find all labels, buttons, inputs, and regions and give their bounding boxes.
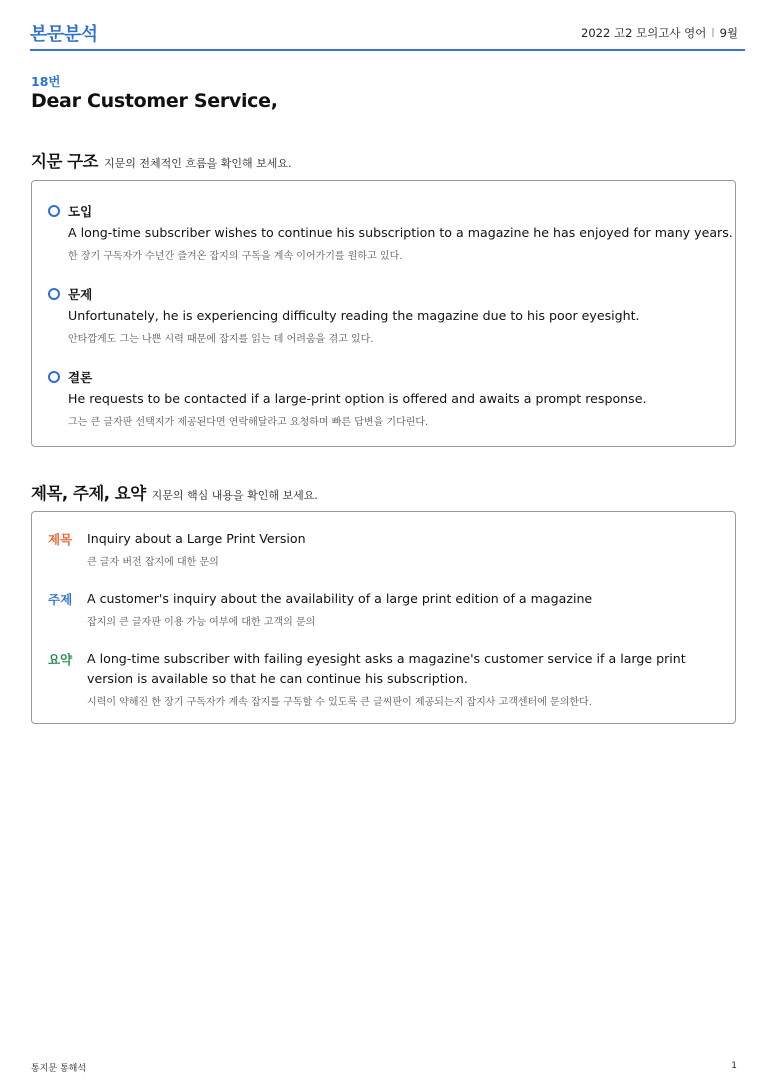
structure-item-korean: 그는 큰 글자판 선택지가 제공된다면 연락해달라고 요청하며 빠른 답변을 기다린다. bbox=[68, 417, 429, 428]
structure-item-korean: 안타깝게도 그는 나쁜 시력 때문에 잡지를 읽는 데 어려움을 겪고 있다. bbox=[68, 334, 374, 345]
structure-item-english: A long-time subscriber wishes to continue his subscription to a magazine he has enjoyed for many years. bbox=[68, 225, 733, 240]
footer-label: 통지문 통해석 bbox=[31, 1064, 87, 1074]
page-header bbox=[30, 18, 745, 51]
structure-item-label-row bbox=[48, 285, 723, 305]
structure-item-label: 도입 bbox=[68, 204, 93, 219]
structure-item-english: Unfortunately, he is experiencing difficulty reading the magazine due to his poor eyesight. bbox=[68, 308, 640, 323]
summary-english: A long-time subscriber with failing eyesight asks a magazine's customer service if a large print version is available so that he can continue his subscription. bbox=[87, 651, 686, 686]
theme-tag: 주제 bbox=[48, 592, 73, 607]
topic-heading: 제목, 주제, 요약 bbox=[31, 484, 146, 503]
topic-description: 지문의 핵심 내용을 확인해 보세요. bbox=[151, 489, 318, 502]
structure-item bbox=[48, 285, 723, 345]
theme-english: A customer's inquiry about the availability of a large print edition of a magazine bbox=[87, 591, 593, 606]
circle-bullet-icon bbox=[48, 371, 60, 383]
summary-tag: 요약 bbox=[48, 652, 73, 667]
question-number: 18번 bbox=[31, 74, 61, 89]
structure-item-label-row bbox=[48, 202, 723, 222]
structure-item bbox=[48, 202, 733, 262]
page-number: 1 bbox=[731, 1061, 737, 1071]
header-title: 본문분석 bbox=[30, 24, 98, 45]
circle-bullet-icon bbox=[48, 288, 60, 300]
structure-heading-row bbox=[31, 148, 292, 172]
title-item bbox=[48, 529, 711, 568]
passage-title: Dear Customer Service, bbox=[31, 90, 278, 112]
theme-body bbox=[87, 589, 711, 628]
structure-item-label: 결론 bbox=[68, 370, 93, 385]
title-korean: 큰 글자 버전 잡지에 대한 문의 bbox=[87, 557, 219, 568]
structure-description: 지문의 전체적인 흐름을 확인해 보세요. bbox=[104, 157, 292, 170]
structure-item-label: 문제 bbox=[68, 287, 93, 302]
structure-heading: 지문 구조 bbox=[31, 152, 99, 171]
exam-month: 9월 bbox=[719, 26, 738, 40]
header-meta bbox=[581, 25, 738, 41]
structure-box bbox=[31, 180, 736, 447]
theme-item bbox=[48, 589, 711, 628]
structure-item-english: He requests to be contacted if a large-print option is offered and awaits a prompt response. bbox=[68, 391, 647, 406]
theme-korean: 잡지의 큰 글자판 이용 가능 여부에 대한 고객의 문의 bbox=[87, 617, 316, 628]
topic-heading-row bbox=[31, 480, 318, 504]
header-separator: l bbox=[711, 26, 715, 40]
summary-item bbox=[48, 649, 711, 708]
topic-box bbox=[31, 511, 736, 724]
summary-korean: 시력이 약해진 한 장기 구독자가 계속 잡지를 구독할 수 있도록 큰 글씨판이 제공되는지 잡지사 고객센터에 문의한다. bbox=[87, 697, 592, 708]
structure-item-label-row bbox=[48, 368, 723, 388]
summary-body bbox=[87, 649, 711, 708]
title-body bbox=[87, 529, 711, 568]
title-tag: 제목 bbox=[48, 532, 73, 547]
title-english: Inquiry about a Large Print Version bbox=[87, 531, 306, 546]
structure-item-korean: 한 장기 구독자가 수년간 즐겨온 잡지의 구독을 계속 이어가기를 원하고 있다. bbox=[68, 251, 403, 262]
exam-name: 2022 고2 모의고사 영어 bbox=[581, 26, 707, 40]
circle-bullet-icon bbox=[48, 205, 60, 217]
structure-item bbox=[48, 368, 723, 428]
